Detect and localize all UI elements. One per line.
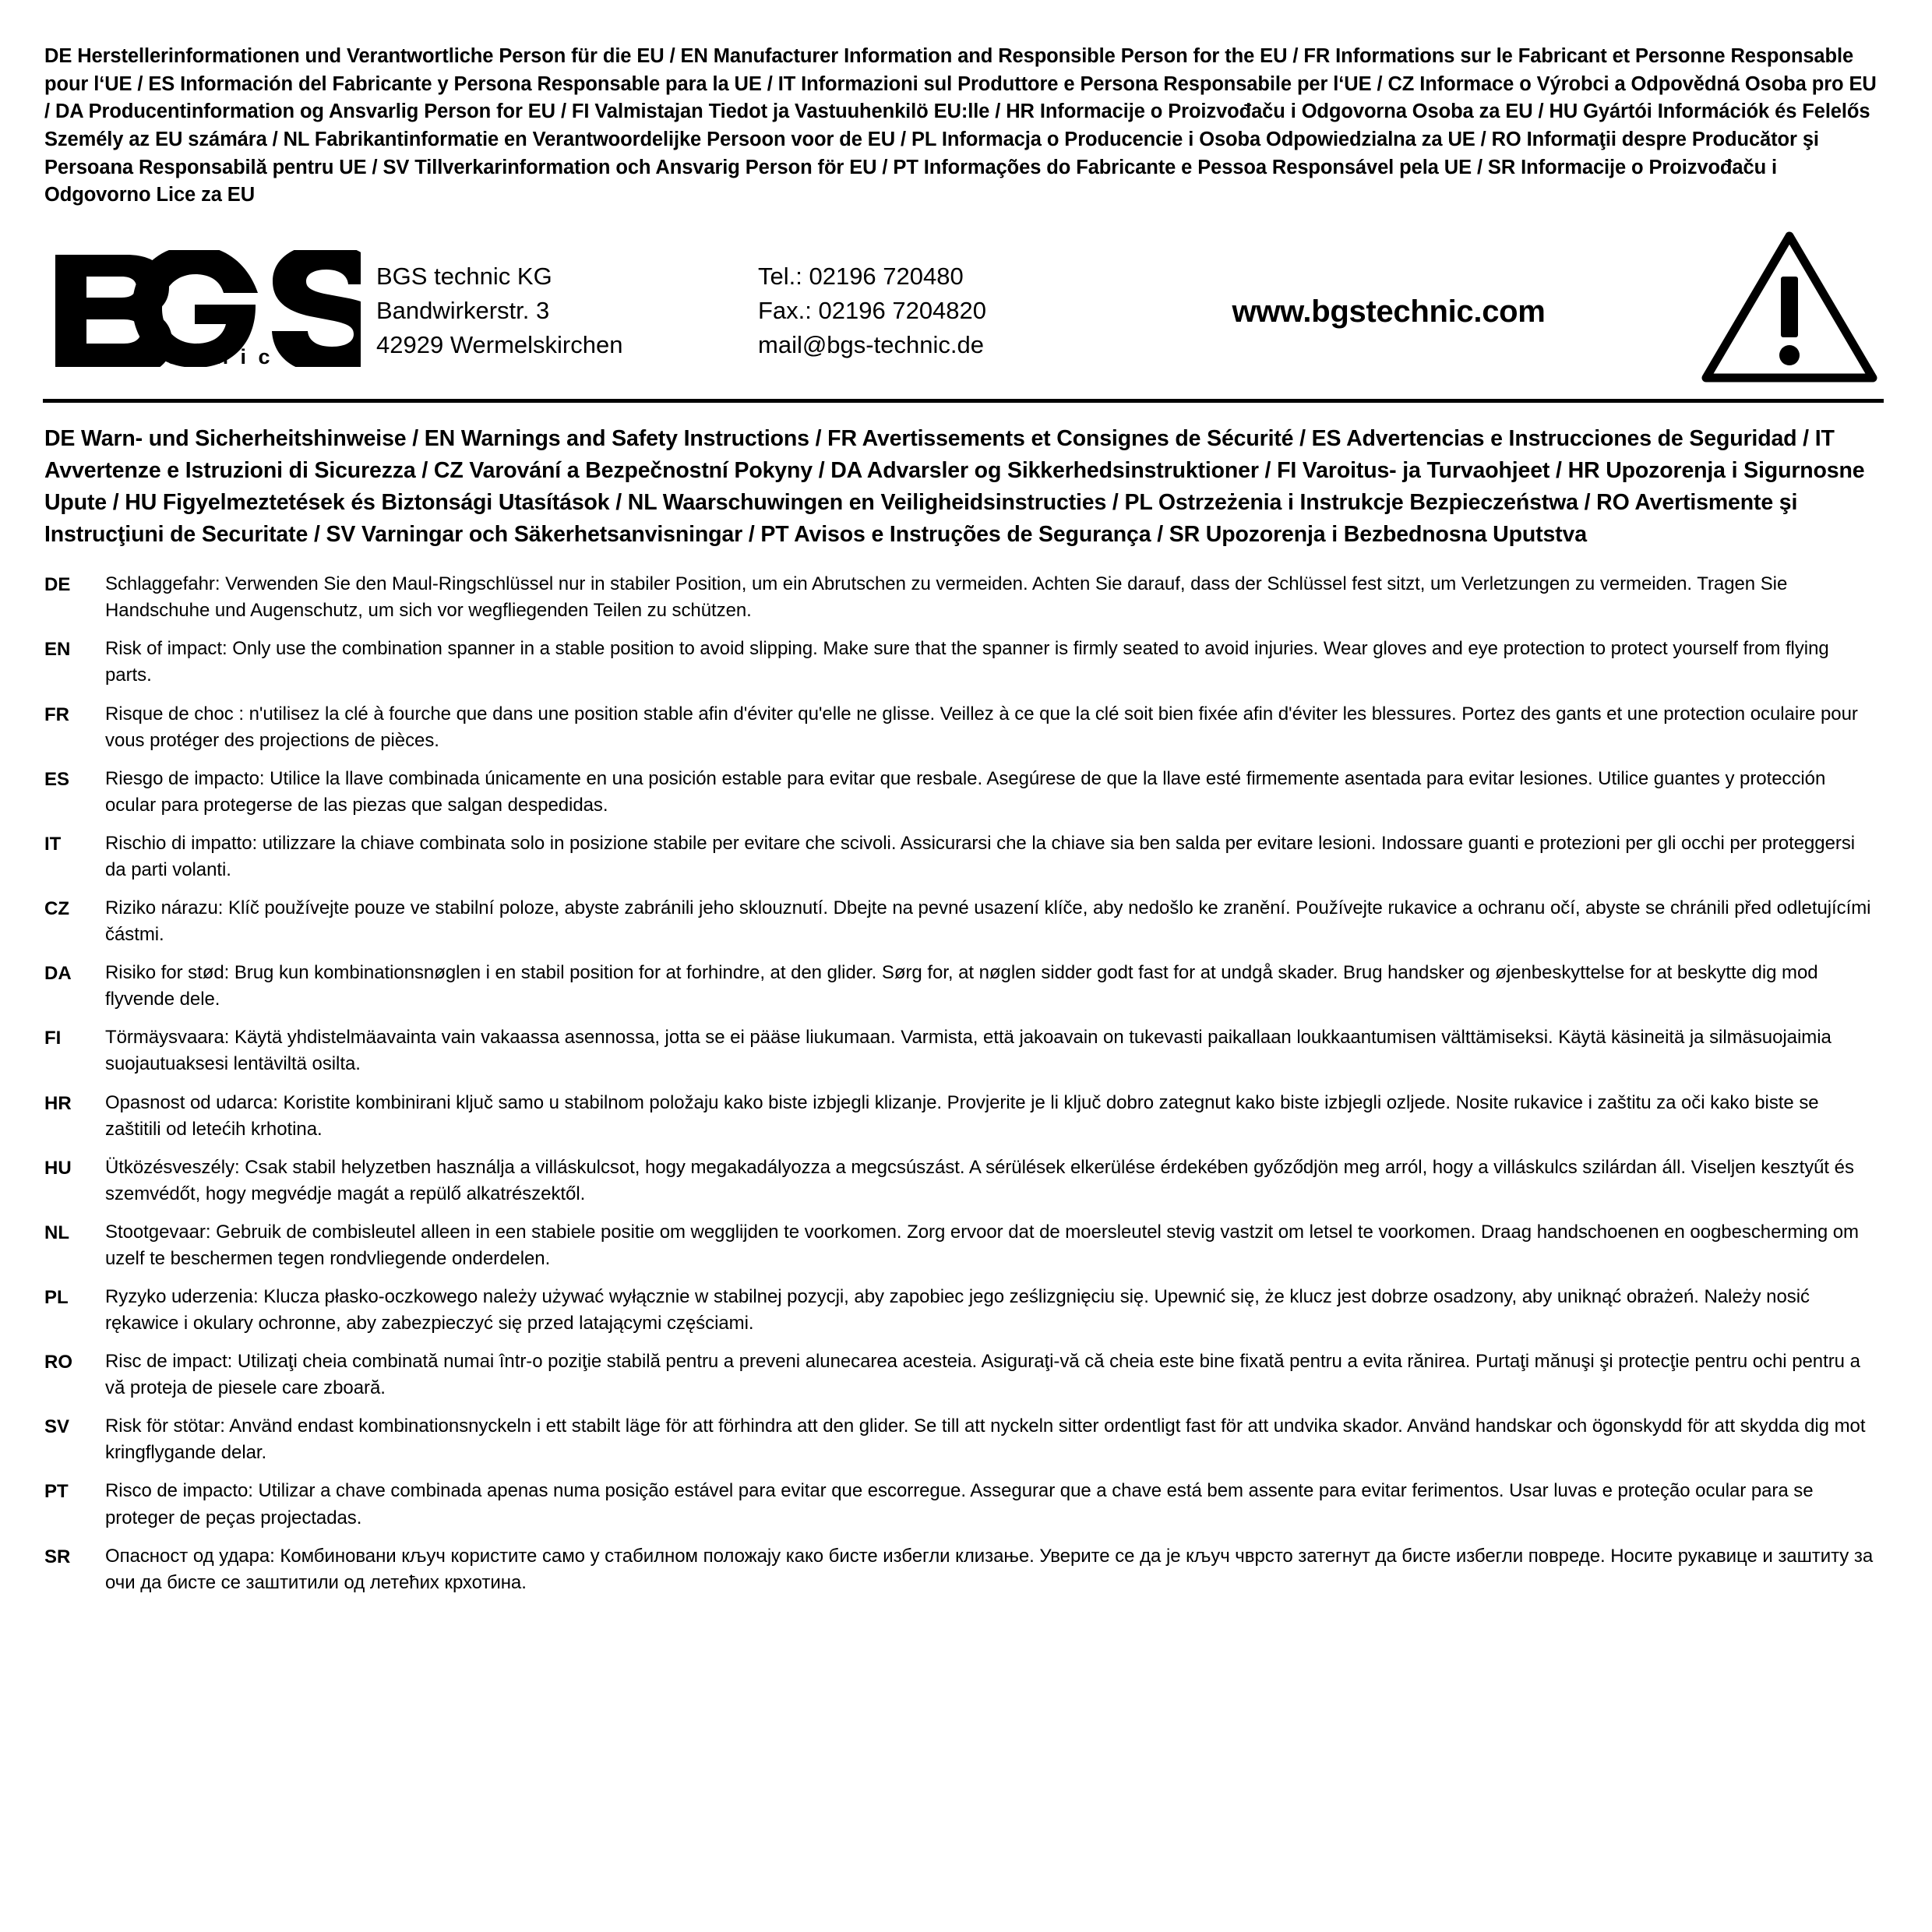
lang-code: EN (44, 639, 71, 661)
lang-text: Risiko for stød: Brug kun kombinationsnøglen i en stabil position for at forhindre, at den glider. Sørg for, at nøglen sidder godt fast for at undgå skader. Brug handsker og øjenbeskyttelse for at beskytte dig mod flyvende dele. (105, 962, 1818, 1010)
list-item (44, 1090, 1876, 1143)
lang-code: FI (44, 1028, 62, 1049)
lang-text: Opasnost od udarca: Koristite kombinirani ključ samo u stabilnom položaju kako biste izbjegli klizanje. Provjerite je li ključ dobro zategnut kako biste izbjegli ozljede. Nosite rukavice i zaštitu za oči kako biste se zaštitili od letećih krhotina. (105, 1091, 1819, 1140)
company-city: 42929 Wermelskirchen (376, 330, 623, 358)
lang-text: Rischio di impatto: utilizzare la chiave combinata solo in posizione stabile per evitare che scivoli. Assicurarsi che la chiave sia ben salda per evitare lesioni. Indossare guanti e protezioni per gli occhi per proteggersi da parti volanti. (105, 832, 1856, 880)
manufacturer-info-heading: DE Herstellerinformationen und Verantwortliche Person für die EU / EN Manufacturer Information and Responsible Person for the EU / FR Informations sur le Fabricant et Personne Responsable pour l‘UE / ES Información del Fabricante y Persona Responsable para la UE / IT Informazioni sul Produttore e Persona Responsabile per l‘UE / CZ Informace o Výrobci a Odpovědná Osoba pro EU / DA Producentinformation og Ansvarlig Person for EU / FI Valmistajan Tiedot ja Vastuuhenkilö EU:lle / HR Informacije o Proizvođaču i Odgovorna Osoba za EU / HU Gyártói Információk és Felelős Személy az EU számára / NL Fabrikantinformatie en Verantwoordelijke Persoon voor de EU / PL Informacja o Producencie i Osoba Odpowiedzialna za UE / RO Informaţii despre Producător şi Persoana Responsabilă pentru UE / SV Tillverkarinformation och Ansvarig Person för EU / PT Informações do Fabricante e Pessoa Responsável pela UE / SR Informacije o Proizvođaču i Odgovorno Lice za EU (44, 45, 1877, 206)
lang-text: Riziko nárazu: Klíč používejte pouze ve stabilní poloze, abyste zabránili jeho sklouznutí. Dbejte na pevné usazení klíče, aby nedošlo ke zranění. Používejte rukavice a ochranu očí, abyste se chránili před odletujícími částmi. (105, 897, 1871, 946)
lang-text: Törmäysvaara: Käytä yhdistelmäavainta vain vakaassa asennossa, jotta se ei pääse liukumaan. Varmista, että jakoavain on tukevasti paikallaan loukkaantumisen välttämiseksi. Käytä käsineitä ja silmäsuojaimia suojautuaksesi lentäviltä osilta. (105, 1027, 1832, 1075)
list-item (44, 1155, 1876, 1208)
lang-text: Ryzyko uderzenia: Klucza płasko-oczkowego należy używać wyłącznie w stabilnej pozycji, aby zapobiec jego ześlizgnięciu się. Upewnić się, że klucz jest dobrze osadzony, aby uniknąć obrażeń. Należy nosić rękawice i okulary ochronne, aby zabezpieczyć się przed latającymi częściami. (105, 1285, 1810, 1334)
warning-triangle-svg (1700, 228, 1879, 384)
lang-text: Risk för stötar: Använd endast kombinationsnyckeln i ett stabilt läge för att förhindra att den glider. Se till att nyckeln sitter ordentligt fast för att undvika skador. Använd handskar och ögonskydd för att skydda dig mot kringflygande delar. (105, 1416, 1866, 1464)
warning-triangle-icon (1684, 228, 1884, 388)
list-item (44, 766, 1876, 819)
list-item (44, 895, 1876, 948)
lang-text: Stootgevaar: Gebruik de combisleutel alleen in een stabiele positie om wegglijden te voorkomen. Zorg ervoor dat de moersleutel stevig vastzit om letsel te voorkomen. Draag handschoenen en oogbescherming om uzelf te beschermen tegen rondvliegende onderdelen. (105, 1221, 1860, 1269)
list-item (44, 830, 1876, 883)
list-item (44, 1478, 1876, 1531)
lang-code: DA (44, 963, 72, 985)
lang-code: FR (44, 703, 69, 725)
lang-text: Ütközésveszély: Csak stabil helyzetben használja a villáskulcsot, hogy megakadályozza a megcsúszást. A sérülések elkerülése érdekében győződjön meg arról, hogy a villáskulcs szilárdan áll. Viseljen kesztyűt és szemvédőt, hogy megvédje magát a repülő alkatrészektől. (105, 1156, 1854, 1204)
company-name: BGS technic KG (376, 262, 552, 290)
company-tel: Tel.: 02196 720480 (758, 262, 964, 290)
list-item (44, 1284, 1876, 1337)
warnings-list (43, 571, 1884, 1596)
list-item (44, 1413, 1876, 1466)
lang-code: HR (44, 1092, 72, 1114)
lang-code: ES (44, 768, 70, 790)
bgs-logo (43, 250, 376, 367)
lang-code: CZ (44, 898, 69, 920)
list-item (44, 1219, 1876, 1272)
lang-text: Risk of impact: Only use the combination spanner in a stable position to avoid slipping. Make sure that the spanner is firmly seated to avoid injuries. Wear gloves and eye protection to protect yourself from flying parts. (105, 638, 1829, 686)
list-item (44, 1024, 1876, 1077)
lang-code: NL (44, 1222, 69, 1243)
lang-text: Schlaggefahr: Verwenden Sie den Maul-Ringschlüssel nur in stabiler Position, um ein Abrutschen zu vermeiden. Achten Sie darauf, dass der Schlüssel fest sitzt, um Verletzungen zu vermeiden. Tragen Sie Handschuhe und Augenschutz, um sich vor wegfliegenden Teilen zu schützen. (105, 573, 1788, 622)
lang-code: PL (44, 1286, 69, 1308)
warnings-section-heading: DE Warn- und Sicherheitshinweise / EN Warnings and Safety Instructions / FR Avertissements et Consignes de Sécurité / ES Advertencias e Instrucciones de Seguridad / IT Avvertenze e Istruzioni di Sicurezza / CZ Varování a Bezpečnostní Pokyny / DA Advarsler og Sikkerhedsinstruktioner / FI Varoitus- ja Turvaohjeet / HR Upozorenja i Sigurnosne Upute / HU Figyelmeztetések és Biztonsági Utasítások / NL Waarschuwingen en Veiligheidsinstructies / PL Ostrzeżenia i Instrukcje Bezpieczeństwa / RO Avertismente şi Instrucţiuni de Securitate / SV Varningar och Säkerhetsanvisningar / PT Avisos e Instruções de Segurança / SR Upozorenja i Bezbednosna Uputstva (44, 426, 1865, 548)
lang-code: IT (44, 833, 62, 855)
list-item (44, 701, 1876, 754)
company-street: Bandwirkerstr. 3 (376, 296, 550, 324)
lang-text: Riesgo de impacto: Utilice la llave combinada únicamente en una posición estable para evitar que resbale. Asegúrese de que la llave esté firmemente asentada para evitar lesiones. Utilice guantes y protección ocular para protegerse de las piezas que salgan despedidas. (105, 767, 1826, 816)
company-fax: Fax.: 02196 7204820 (758, 296, 987, 324)
lang-code: DE (44, 574, 71, 596)
lang-code: PT (44, 1481, 69, 1503)
lang-code: HU (44, 1157, 72, 1179)
list-item (44, 571, 1876, 624)
list-item (44, 1349, 1876, 1401)
lang-text: Risque de choc : n'utilisez la clé à fourche que dans une position stable afin d'éviter qu'elle ne glisse. Veillez à ce que la clé soit bien fixée afin d'éviter les blessures. Portez des gants et une protection oculaire pour vous protéger des projections de pièces. (105, 703, 1858, 751)
list-item (44, 636, 1876, 689)
svg-text:®: ® (331, 249, 349, 276)
company-contact (758, 255, 1093, 362)
lang-code: RO (44, 1352, 72, 1373)
svg-text:t e c h n i c: t e c h n i c (124, 344, 273, 367)
list-item (44, 960, 1876, 1013)
lang-code: SV (44, 1416, 70, 1438)
lang-code: SR (44, 1546, 71, 1567)
company-website: www.bgstechnic.com (1232, 294, 1546, 330)
company-email: mail@bgs-technic.de (758, 330, 984, 358)
company-info-band (43, 224, 1884, 403)
company-address (376, 255, 758, 362)
lang-text: Risc de impact: Utilizaţi cheia combinată numai într-o poziţie stabilă pentru a preveni alunecarea acesteia. Asiguraţi-vă că cheia este bine fixată pentru a evita rănirea. Purtaţi mănuşi şi protecţie pentru ochi pentru a vă proteja de piesele care zboară. (105, 1351, 1860, 1399)
lang-text: Risco de impacto: Utilizar a chave combinada apenas numa posição estável para evitar que escorregue. Assegurar que a chave está bem assente para evitar ferimentos. Usar luvas e proteção ocular para se proteger de peças projectadas. (105, 1480, 1814, 1528)
lang-text: Опасност од удара: Комбиновани кључ користите само у стабилном положају како бисте избегли клизање. Уверите се да је кључ чврсто затегнут да бисте избегли повреде. Носите рукавице и заштиту за очи да бисте се заштитили од летећих крхотина. (105, 1545, 1874, 1593)
list-item (44, 1543, 1876, 1596)
bgs-logo-icon (49, 250, 361, 367)
